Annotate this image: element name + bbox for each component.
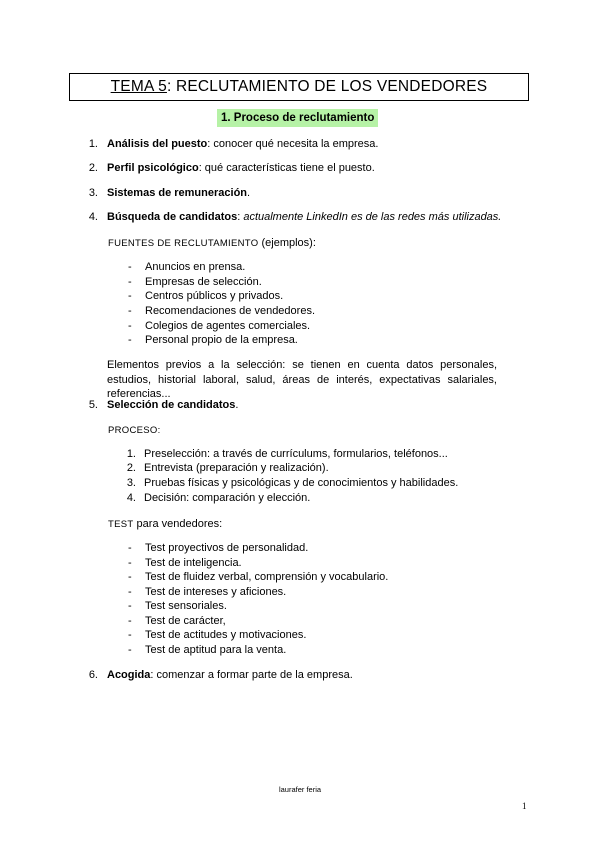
list-item [107,668,353,682]
page-title [69,73,529,101]
list-item [107,210,501,224]
fuentes-item: Colegios de agentes comerciales. [145,320,311,332]
item-text: . [247,187,251,199]
dash-bullet: - [128,644,132,656]
fuentes-heading-rest: (ejemplos): [258,237,316,249]
step-number: 2. [126,462,136,474]
item-label: Análisis del puesto [107,138,208,150]
fuentes-item: Personal propio de la empresa. [145,334,298,346]
dash-bullet: - [128,615,132,627]
footer-author: laurafer feria [278,785,322,794]
title-rest: : RECLUTAMIENTO DE LOS VENDEDORES [166,78,488,95]
test-item: Test de carácter, [145,615,226,627]
fuentes-item: Recomendaciones de vendedores. [145,305,316,317]
dash-bullet: - [128,276,132,288]
dash-bullet: - [128,290,132,302]
fuentes-item: Anuncios en prensa. [145,261,246,273]
list-item [107,161,375,175]
item-number: 5. [88,399,98,411]
item-label: Acogida [107,669,151,681]
dash-bullet: - [128,600,132,612]
item-label: Sistemas de remuneración [107,187,248,199]
step-number: 3. [126,477,136,489]
item-label: Búsqueda de candidatos [107,211,238,223]
item-label: Perfil psicológico [107,162,199,174]
list-item [107,137,378,151]
item-note: actualmente LinkedIn es de las redes más utilizadas. [243,211,502,223]
item-number: 1. [88,138,98,150]
item-number: 2. [88,162,98,174]
dash-bullet: - [128,305,132,317]
item-number: 3. [88,187,98,199]
step-number: 4. [126,492,136,504]
item-text: . [235,399,239,411]
proceso-step: Entrevista (preparación y realización). [144,462,329,474]
list-item [107,186,250,200]
dash-bullet: - [128,542,132,554]
dash-bullet: - [128,320,132,332]
fuentes-item: Empresas de selección. [145,276,262,288]
page-number: 1 [522,801,527,811]
fuentes-heading [108,236,316,251]
tests-heading [108,517,222,532]
item-text: : conocer qué necesita la empresa. [207,138,379,150]
test-item: Test de aptitud para la venta. [145,644,287,656]
dash-bullet: - [128,261,132,273]
proceso-step: Decisión: comparación y elección. [144,492,311,504]
dash-bullet: - [128,571,132,583]
test-item: Test de intereses y aficiones. [145,586,287,598]
dash-bullet: - [128,629,132,641]
section-heading: 1. Proceso de reclutamiento [217,109,378,127]
item-text: : [237,211,244,223]
item-text: : comenzar a formar parte de la empresa. [150,669,353,681]
dash-bullet: - [128,557,132,569]
step-number: 1. [126,448,136,460]
tests-heading-rest: para vendedores: [133,518,223,530]
elementos-paragraph: Elementos previos a la selección: se tienen en cuenta datos personales, estudios, historial laboral, salud, áreas de interés, expectativas salariales, referencias... [107,359,497,400]
proceso-step: Preselección: a través de currículums, formularios, teléfonos... [144,448,448,460]
fuentes-item: Centros públicos y privados. [145,290,284,302]
test-item: Test de inteligencia. [145,557,242,569]
item-text: : qué características tiene el puesto. [198,162,375,174]
dash-bullet: - [128,586,132,598]
item-label: Selección de candidatos [107,399,236,411]
test-item: Test de fluidez verbal, comprensión y vocabulario. [145,571,389,583]
dash-bullet: - [128,334,132,346]
test-item: Test proyectivos de personalidad. [145,542,309,554]
item-number: 4. [88,211,98,223]
item-number: 6. [88,669,98,681]
tests-heading-caps: TEST [108,519,134,530]
fuentes-heading-caps: FUENTES DE RECLUTAMIENTO [108,238,259,249]
title-tema: TEMA 5 [110,78,167,95]
proceso-heading: PROCESO: [108,425,161,436]
test-item: Test de actitudes y motivaciones. [145,629,307,641]
proceso-step: Pruebas físicas y psicológicas y de conocimientos y habilidades. [144,477,459,489]
test-item: Test sensoriales. [145,600,227,612]
list-item [107,398,238,412]
